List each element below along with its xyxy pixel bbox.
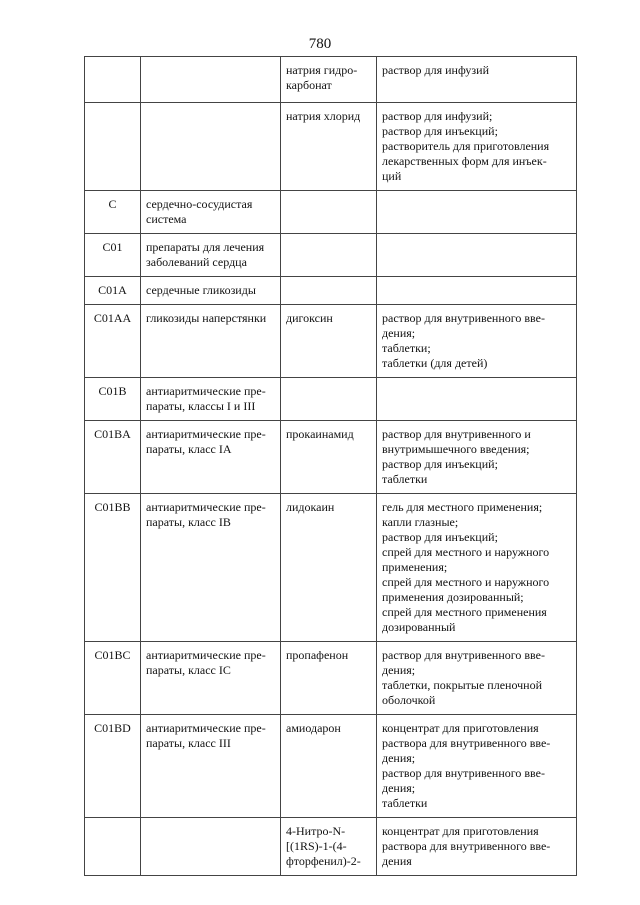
atc-code-cell: C bbox=[85, 191, 141, 234]
dosage-forms-cell: раствор для внутривенного вве- дения; таблетки; таблетки (для детей) bbox=[377, 305, 577, 378]
group-cell: препараты для лечения заболеваний сердца bbox=[141, 234, 281, 277]
group-cell: сердечные гликозиды bbox=[141, 277, 281, 305]
drug-name-cell: натрия гидро- карбонат bbox=[281, 57, 377, 103]
table-row bbox=[85, 305, 577, 378]
drug-classification-table bbox=[84, 56, 577, 876]
atc-code-cell: C01BB bbox=[85, 494, 141, 642]
group-cell: антиаритмические пре- параты, класс IC bbox=[141, 642, 281, 715]
group-cell: антиаритмические пре- параты, класс IA bbox=[141, 421, 281, 494]
atc-code-cell bbox=[85, 818, 141, 876]
table-row bbox=[85, 494, 577, 642]
drug-name-cell: пропафенон bbox=[281, 642, 377, 715]
dosage-forms-cell: гель для местного применения; капли глазные; раствор для инъекций; спрей для местного и наружного применения; спрей для местного и наружного применения дозированный; спрей для местного применения дозированный bbox=[377, 494, 577, 642]
group-cell: антиаритмические пре- параты, класс III bbox=[141, 715, 281, 818]
table-row bbox=[85, 642, 577, 715]
drug-name-cell: натрия хлорид bbox=[281, 103, 377, 191]
table-row bbox=[85, 103, 577, 191]
table-row bbox=[85, 277, 577, 305]
table-row bbox=[85, 57, 577, 103]
atc-code-cell: C01BA bbox=[85, 421, 141, 494]
group-cell bbox=[141, 818, 281, 876]
table-row bbox=[85, 378, 577, 421]
drug-name-cell bbox=[281, 277, 377, 305]
dosage-forms-cell: концентрат для приготовления раствора для внутривенного вве- дения; раствор для внутривенного вве- дения; таблетки bbox=[377, 715, 577, 818]
drug-name-cell: амиодарон bbox=[281, 715, 377, 818]
group-cell: антиаритмические пре- параты, класс IB bbox=[141, 494, 281, 642]
dosage-forms-cell bbox=[377, 234, 577, 277]
dosage-forms-cell: концентрат для приготовления раствора для внутривенного вве- дения bbox=[377, 818, 577, 876]
group-cell bbox=[141, 103, 281, 191]
dosage-forms-cell: раствор для инфузий; раствор для инъекций; растворитель для приготовления лекарственных форм для инъек- ций bbox=[377, 103, 577, 191]
dosage-forms-cell bbox=[377, 191, 577, 234]
atc-code-cell: C01BD bbox=[85, 715, 141, 818]
dosage-forms-cell bbox=[377, 378, 577, 421]
group-cell: антиаритмические пре- параты, классы I и III bbox=[141, 378, 281, 421]
atc-code-cell: C01 bbox=[85, 234, 141, 277]
dosage-forms-cell: раствор для внутривенного и внутримышечного введения; раствор для инъекций; таблетки bbox=[377, 421, 577, 494]
atc-code-cell bbox=[85, 103, 141, 191]
drug-name-cell bbox=[281, 378, 377, 421]
group-cell: сердечно-сосудистая система bbox=[141, 191, 281, 234]
atc-code-cell: C01A bbox=[85, 277, 141, 305]
table-row bbox=[85, 421, 577, 494]
table-row bbox=[85, 234, 577, 277]
drug-name-cell bbox=[281, 191, 377, 234]
dosage-forms-cell: раствор для внутривенного вве- дения; таблетки, покрытые пленочной оболочкой bbox=[377, 642, 577, 715]
drug-name-cell: 4-Нитро-N- [(1RS)-1-(4- фторфенил)-2- bbox=[281, 818, 377, 876]
drug-name-cell: лидокаин bbox=[281, 494, 377, 642]
dosage-forms-cell: раствор для инфузий bbox=[377, 57, 577, 103]
table-row bbox=[85, 191, 577, 234]
group-cell: гликозиды наперстянки bbox=[141, 305, 281, 378]
table-row bbox=[85, 818, 577, 876]
dosage-forms-cell bbox=[377, 277, 577, 305]
atc-code-cell bbox=[85, 57, 141, 103]
group-cell bbox=[141, 57, 281, 103]
table-row bbox=[85, 715, 577, 818]
page-number: 780 bbox=[308, 36, 332, 52]
atc-code-cell: C01B bbox=[85, 378, 141, 421]
atc-code-cell: C01AA bbox=[85, 305, 141, 378]
drug-name-cell: дигоксин bbox=[281, 305, 377, 378]
atc-code-cell: C01BC bbox=[85, 642, 141, 715]
drug-name-cell bbox=[281, 234, 377, 277]
drug-name-cell: прокаинамид bbox=[281, 421, 377, 494]
